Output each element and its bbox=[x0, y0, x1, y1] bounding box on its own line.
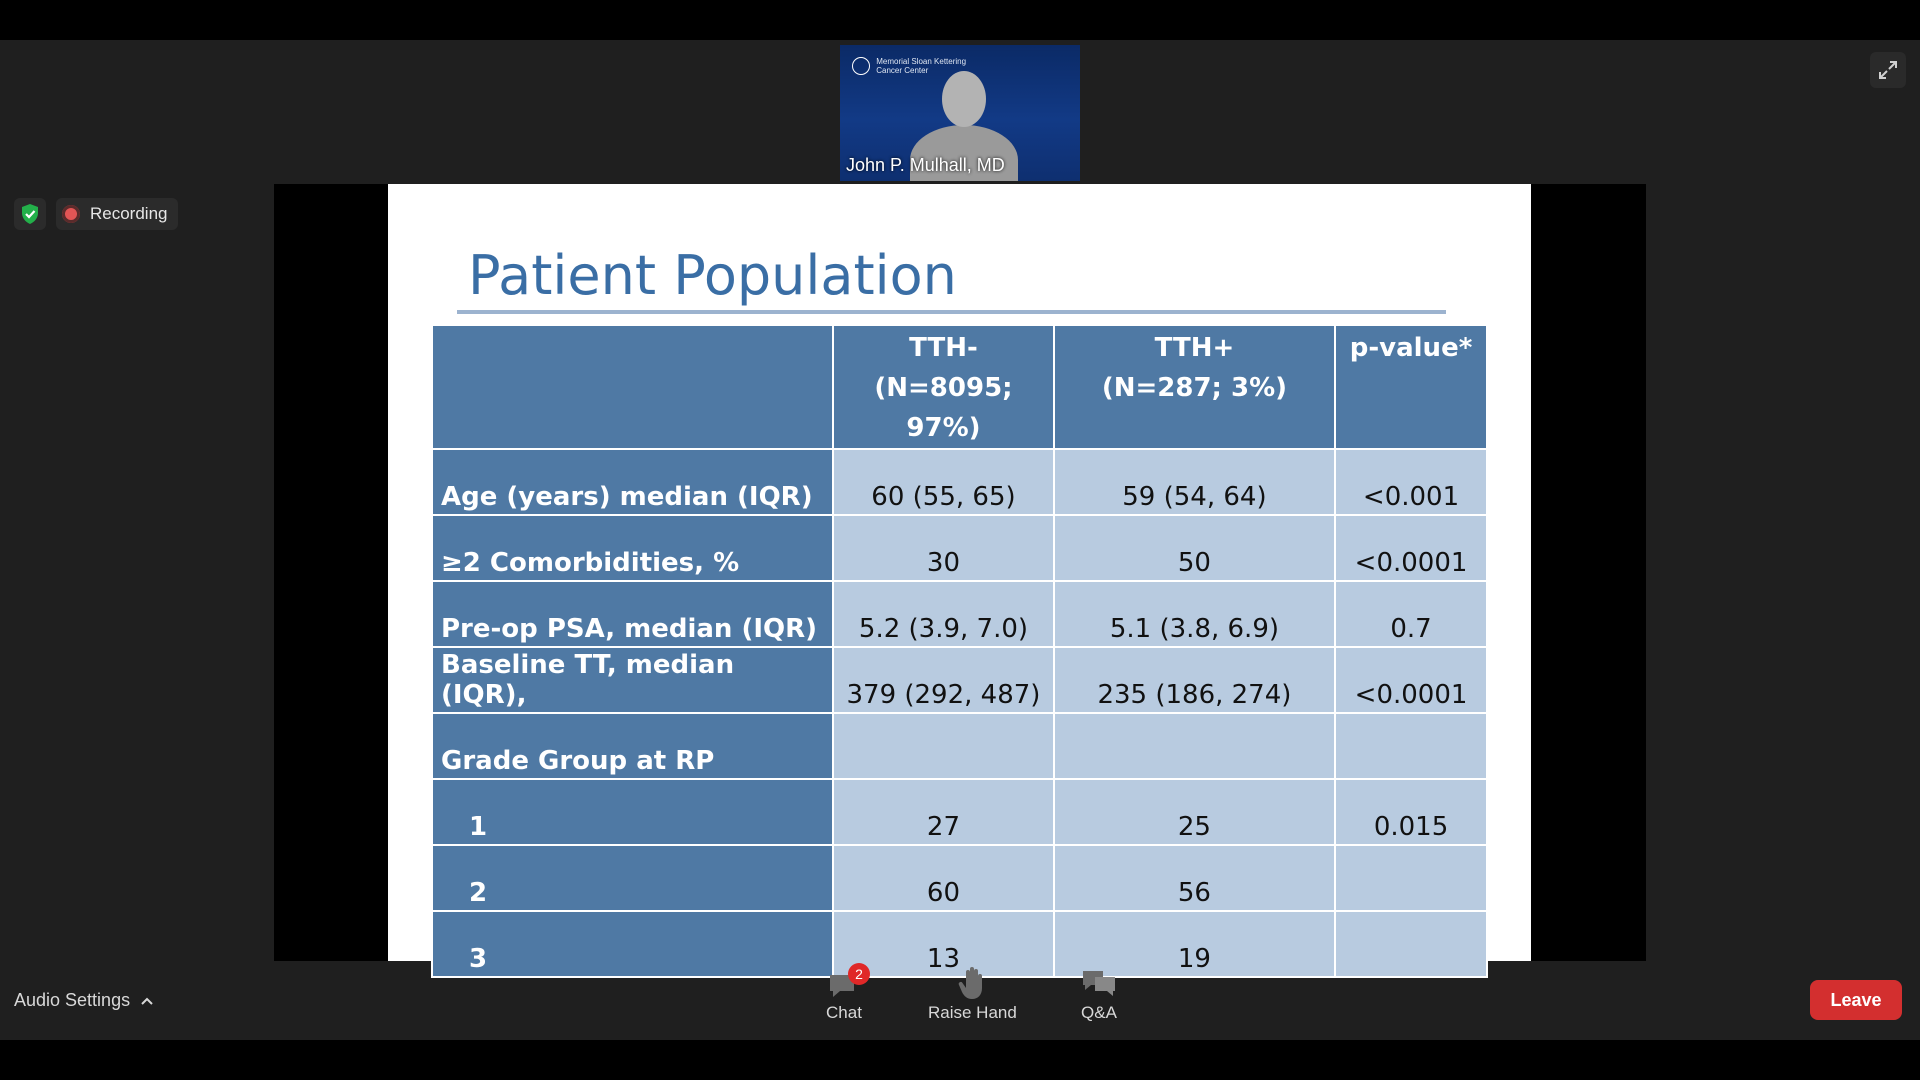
table-row bbox=[432, 779, 1487, 845]
raise-hand-label: Raise Hand bbox=[928, 1003, 1017, 1022]
row-label: 1 bbox=[432, 779, 833, 845]
cell-tth-minus: 60 bbox=[833, 845, 1054, 911]
cell-tth-minus: 30 bbox=[833, 515, 1054, 581]
cell-tth-plus: 19 bbox=[1054, 911, 1335, 977]
shield-check-icon bbox=[20, 203, 40, 225]
cell-p-value bbox=[1335, 713, 1487, 779]
table-row bbox=[432, 515, 1487, 581]
chat-badge: 2 bbox=[848, 963, 870, 985]
qa-label: Q&A bbox=[1081, 1003, 1117, 1022]
cell-tth-minus: 60 (55, 65) bbox=[833, 449, 1054, 515]
cell-tth-plus: 56 bbox=[1054, 845, 1335, 911]
cell-tth-plus: 235 (186, 274) bbox=[1054, 647, 1335, 713]
cell-p-value bbox=[1335, 845, 1487, 911]
row-label: Age (years) median (IQR) bbox=[432, 449, 833, 515]
table-row bbox=[432, 581, 1487, 647]
qa-bubbles-icon bbox=[1079, 965, 1119, 1001]
chat-label: Chat bbox=[826, 1003, 862, 1022]
cell-p-value: 0.015 bbox=[1335, 779, 1487, 845]
header-tth-minus bbox=[833, 325, 1054, 449]
table-header-row bbox=[432, 325, 1487, 449]
header-blank bbox=[432, 325, 833, 449]
title-underline bbox=[457, 310, 1446, 314]
cell-tth-minus: 27 bbox=[833, 779, 1054, 845]
recording-indicator[interactable] bbox=[56, 198, 178, 230]
hand-icon-wrap bbox=[956, 963, 988, 1003]
expand-icon bbox=[1877, 59, 1899, 81]
header-tth-plus-line1: TTH+ bbox=[1154, 333, 1235, 363]
logo-line-2: Cancer Center bbox=[876, 66, 929, 75]
leave-button[interactable]: Leave bbox=[1810, 980, 1902, 1020]
msk-logo bbox=[852, 57, 966, 75]
top-black-bar bbox=[0, 0, 1920, 40]
cell-tth-minus bbox=[833, 713, 1054, 779]
cell-tth-plus bbox=[1054, 713, 1335, 779]
speaker-head bbox=[942, 71, 986, 127]
header-tth-minus-line1: TTH- bbox=[909, 333, 978, 363]
meeting-toolbar bbox=[0, 963, 1920, 1035]
chat-button[interactable] bbox=[824, 963, 864, 1023]
table-row bbox=[432, 449, 1487, 515]
meeting-status bbox=[14, 198, 178, 230]
expand-button[interactable] bbox=[1870, 52, 1906, 88]
logo-line-1: Memorial Sloan Kettering bbox=[876, 57, 967, 66]
qa-button[interactable] bbox=[1079, 963, 1119, 1023]
hand-icon bbox=[956, 965, 988, 1001]
cell-p-value: <0.0001 bbox=[1335, 647, 1487, 713]
presentation-slide bbox=[388, 184, 1531, 974]
cell-tth-minus: 5.2 (3.9, 7.0) bbox=[833, 581, 1054, 647]
row-label: Pre-op PSA, median (IQR) bbox=[432, 581, 833, 647]
cell-tth-plus: 59 (54, 64) bbox=[1054, 449, 1335, 515]
header-tth-plus bbox=[1054, 325, 1335, 449]
raise-hand-button[interactable] bbox=[928, 963, 1017, 1023]
audio-settings-label: Audio Settings bbox=[14, 990, 131, 1010]
row-label: 2 bbox=[432, 845, 833, 911]
qa-icon-wrap bbox=[1079, 963, 1119, 1003]
row-label: ≥2 Comorbidities, % bbox=[432, 515, 833, 581]
speaker-name: John P. Mulhall, MD bbox=[846, 155, 1005, 175]
row-label: Grade Group at RP bbox=[432, 713, 833, 779]
cell-tth-plus: 5.1 (3.8, 6.9) bbox=[1054, 581, 1335, 647]
chat-icon-wrap bbox=[824, 963, 864, 1003]
cell-p-value: <0.0001 bbox=[1335, 515, 1487, 581]
row-label: 3 bbox=[432, 911, 833, 977]
cell-tth-plus: 25 bbox=[1054, 779, 1335, 845]
record-dot-icon bbox=[62, 205, 80, 223]
row-label: Baseline TT, median (IQR), bbox=[432, 647, 833, 713]
security-indicator[interactable] bbox=[14, 198, 46, 230]
table-row bbox=[432, 647, 1487, 713]
table-row bbox=[432, 713, 1487, 779]
cell-p-value: <0.001 bbox=[1335, 449, 1487, 515]
header-tth-minus-line2: (N=8095; 97%) bbox=[874, 373, 1013, 443]
logo-mark-icon bbox=[852, 57, 870, 75]
table-row bbox=[432, 845, 1487, 911]
cell-tth-minus: 379 (292, 487) bbox=[833, 647, 1054, 713]
patient-population-table bbox=[431, 324, 1488, 978]
recording-label: Recording bbox=[90, 204, 168, 223]
cell-tth-plus: 50 bbox=[1054, 515, 1335, 581]
header-p-value: p-value* bbox=[1335, 325, 1487, 449]
bottom-black-bar bbox=[0, 1040, 1920, 1080]
speaker-video-tile[interactable] bbox=[840, 45, 1080, 181]
cell-p-value: 0.7 bbox=[1335, 581, 1487, 647]
slide-title: Patient Population bbox=[468, 244, 957, 307]
cell-tth-minus: 13 bbox=[833, 911, 1054, 977]
header-tth-plus-line2: (N=287; 3%) bbox=[1101, 373, 1288, 403]
